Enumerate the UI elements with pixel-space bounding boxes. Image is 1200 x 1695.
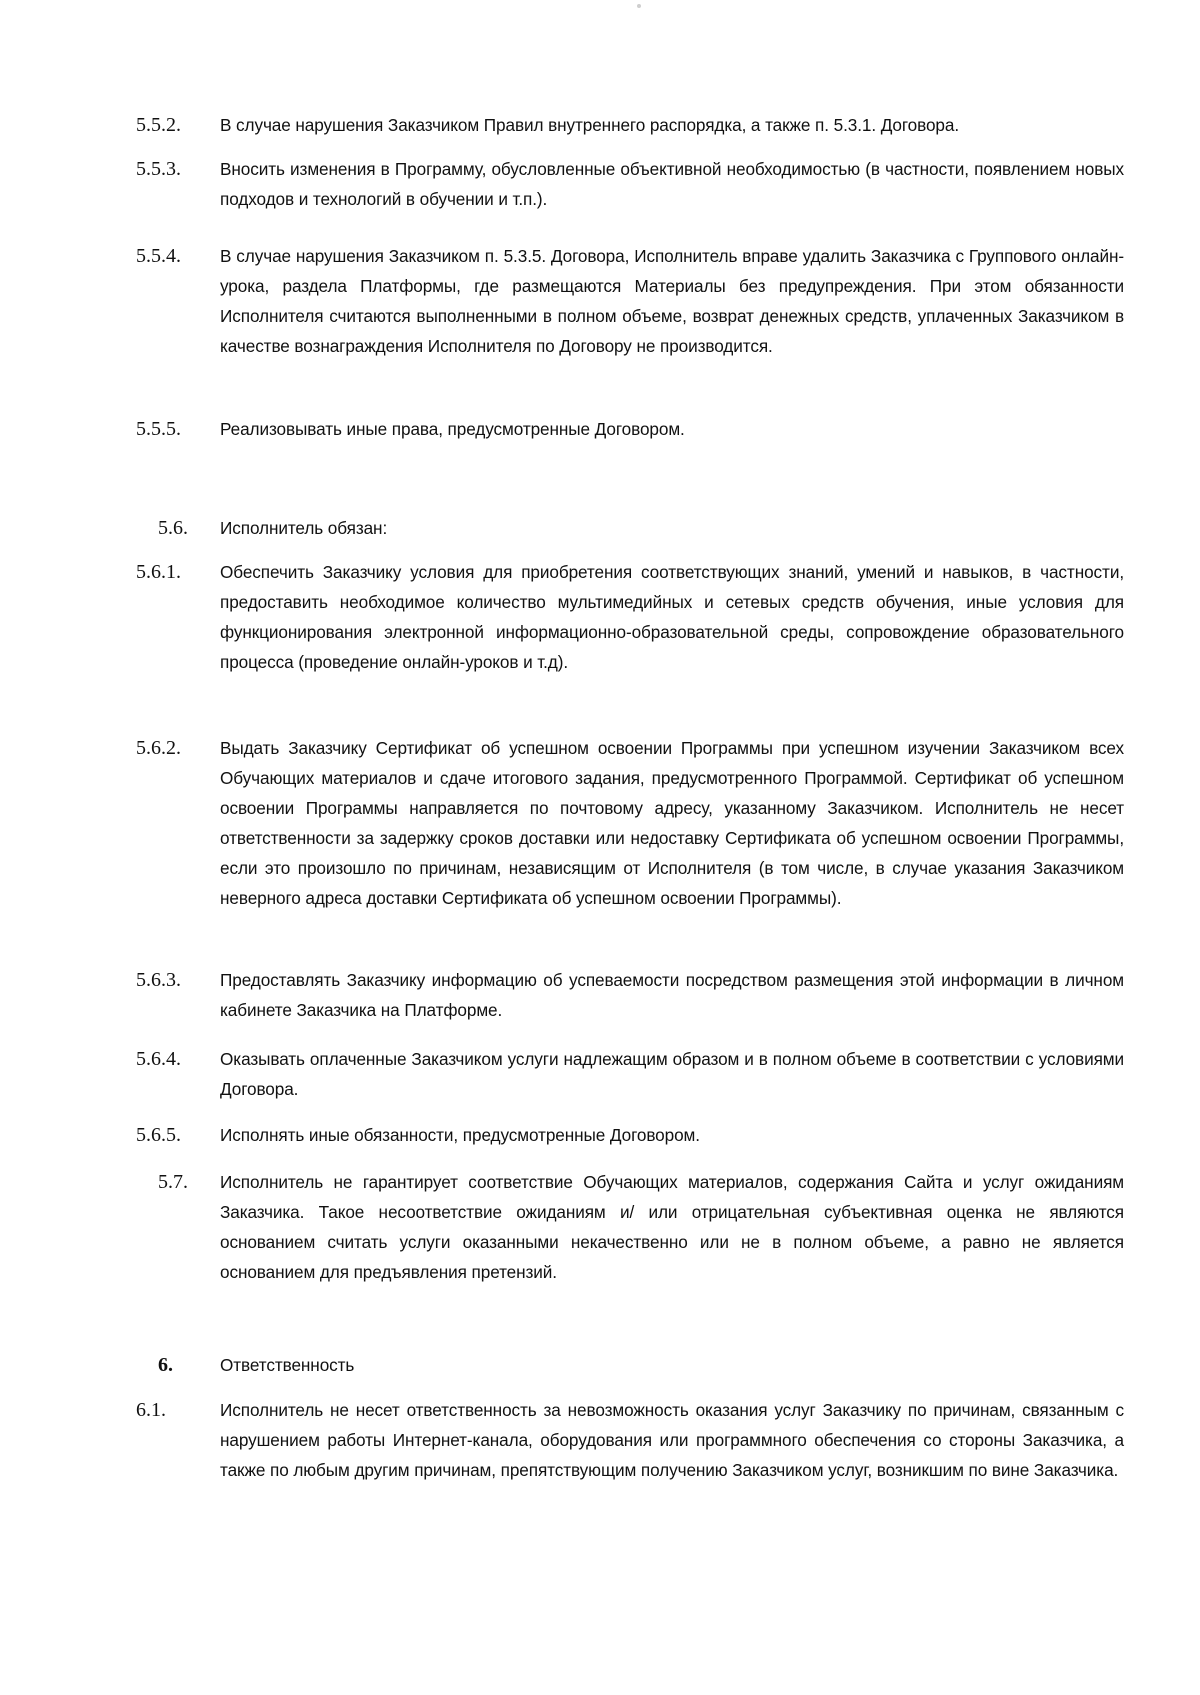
section-title: Ответственность	[220, 1355, 355, 1375]
clause-text: Исполнитель не несет ответственность за невозможность оказания услуг Заказчику по причинам, связанным с нарушением работы Интернет-канала, оборудования или программного обеспечения со стороны Заказчика, а также по любым другим причинам, препятствующим получению Заказчиком услуг, возникшим по вине Заказчика.	[220, 1400, 1124, 1480]
clause-number: 6.1.	[136, 1399, 166, 1421]
clause-number: 5.6.3.	[136, 969, 181, 991]
clause-number: 5.6.5.	[136, 1124, 181, 1146]
clause-number: 5.5.4.	[136, 245, 181, 267]
clause-text: Исполнять иные обязанности, предусмотренные Договором.	[220, 1125, 700, 1145]
clause-number: 5.7.	[158, 1171, 188, 1193]
clause-number: 5.5.2.	[136, 114, 181, 136]
clause-text: Исполнитель обязан:	[220, 518, 388, 538]
section-number: 6.	[158, 1354, 173, 1376]
clause-text: Реализовывать иные права, предусмотренные Договором.	[220, 419, 685, 439]
clause-number: 5.5.5.	[136, 418, 181, 440]
clause-text: В случае нарушения Заказчиком п. 5.3.5. Договора, Исполнитель вправе удалить Заказчика с Группового онлайн-урока, раздела Платформы, где размещаются Материалы без предупреждения. При этом обязанности Исполнителя считаются выполненными в полном объеме, возврат денежных средств, уплаченных Заказчиком в качестве вознаграждения Исполнителя по Договору не производится.	[220, 246, 1124, 356]
clause-text: Исполнитель не гарантирует соответствие Обучающих материалов, содержания Сайта и услуг ожиданиям Заказчика. Такое несоответствие ожиданиям и/ или отрицательная субъективная оценка не являются основанием считать услуги оказанными некачественно или не в полном объеме, а равно не является основанием для предъявления претензий.	[220, 1172, 1124, 1282]
clause-text: Обеспечить Заказчику условия для приобретения соответствующих знаний, умений и навыков, в частности, предоставить необходимое количество мультимедийных и сетевых средств обучения, иные условия для функционирования электронной информационно-образовательной среды, сопровождение образовательного процесса (проведение онлайн-уроков и т.д).	[220, 562, 1124, 672]
clause-text: Вносить изменения в Программу, обусловленные объективной необходимостью (в частности, появлением новых подходов и технологий в обучении и т.п.).	[220, 159, 1124, 209]
clause-text: Оказывать оплаченные Заказчиком услуги надлежащим образом и в полном объеме в соответствии с условиями Договора.	[220, 1049, 1124, 1099]
clause-number: 5.5.3.	[136, 158, 181, 180]
clause-text: Предоставлять Заказчику информацию об успеваемости посредством размещения этой информации в личном кабинете Заказчика на Платформе.	[220, 970, 1124, 1020]
clause-number: 5.6.	[158, 517, 188, 539]
clause-number: 5.6.4.	[136, 1048, 181, 1070]
clause-text: Выдать Заказчику Сертификат об успешном освоении Программы при успешном изучении Заказчиком всех Обучающих материалов и сдаче итогового задания, предусмотренного Программой. Сертификат об успешном освоении Программы направляется по почтовому адресу, указанному Заказчиком. Исполнитель не несет ответственности за задержку сроков доставки или недоставку Сертификата об успешном освоении Программы, если это произошло по причинам, независящим от Исполнителя (в том числе, в случае указания Заказчиком неверного адреса доставки Сертификата об успешном освоении Программы).	[220, 738, 1124, 908]
scan-artifact	[637, 4, 641, 8]
clause-text: В случае нарушения Заказчиком Правил внутреннего распорядка, а также п. 5.3.1. Договора.	[220, 115, 960, 135]
clause-number: 5.6.2.	[136, 737, 181, 759]
clause-number: 5.6.1.	[136, 561, 181, 583]
